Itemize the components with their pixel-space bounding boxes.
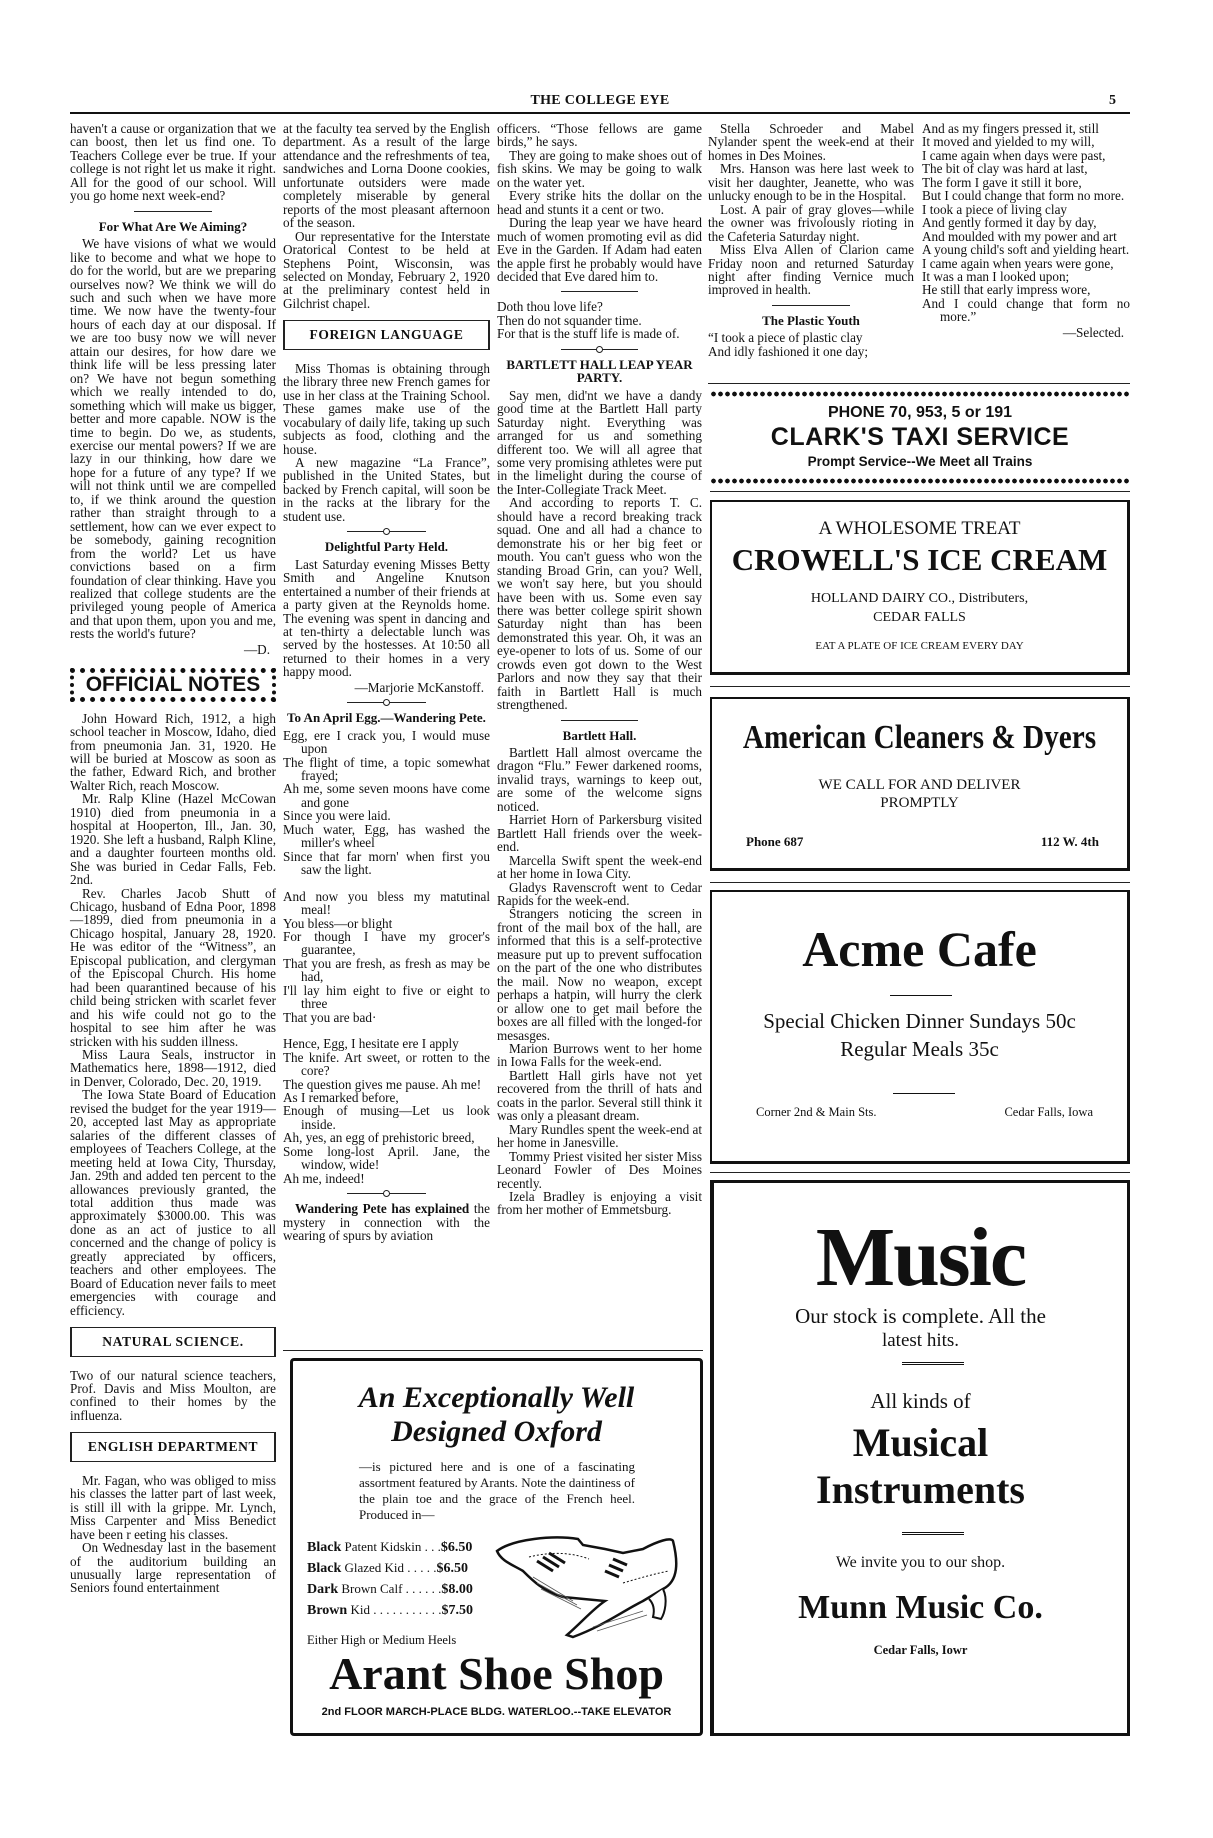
poem-line: Since you were laid. [283,808,391,824]
article-paragraph: Harriet Horn of Parkersburg visited Bartlett Hall friends over the week-end. [497,812,702,855]
leather-color: Brown [307,1603,348,1618]
section-header-ornate: OFFICIAL NOTES [70,668,276,701]
article-headline: The Plastic Youth [762,312,860,328]
poem-line: Then do not squander time. [497,312,642,328]
article-paragraph: We have visions of what we would like to become and what we hope to do for the world, but are we preparing ourselves now? We think we will do such and such when we have more time. We now have the twenty-four hours of each day at our disposal. If we are too busy now we will never attain our desires, for how dare we think life will be less pressing later on? We have not begun something which we really intended to do, something which will make us bigger, better and more capable. NOW is the time to begin. Do we, as students, exercise our mental powers? If we are lazy in our thinking, how dare we hope for a future of any type? If we will not think until we are compelled to, if we think around the question rather than straight through to a settlement, how can we ever expect to be somebody, gaining recognition from the world? Let us have convictions based on a firm foundation of clear thinking. Have you realized that college students are the privileged young people of America and that upon them, upon you and me, rests the world's future? [70,236,276,642]
paragraph-text: the mystery in connection with the wearing of spurs by aviation [283,1201,490,1244]
crowell-city: CEDAR FALLS [873,610,966,625]
poem-line: I came again when days were past, [922,147,1106,163]
price-row [307,1602,473,1619]
article-paragraph: Gladys Ravenscroft went to Cedar Rapids for the week-end. [497,879,702,909]
taxi-phone: PHONE 70, 953, 5 or 191 [827,404,1013,421]
divider [890,995,952,996]
poem-line: And I could change that form no more.” [922,295,1130,325]
article-paragraph: Marcella Swift spent the week-end at her home in Iowa City. [497,852,702,882]
article-paragraph: Izela Bradley is enjoying a visit from her mother of Emmetsburg. [497,1188,702,1218]
article-headline: To An April Egg.—Wandering Pete. [287,710,486,726]
poem-line: It was a man I looked upon; [922,268,1070,284]
cleaners-phone: Phone 687 [746,834,804,849]
price: $7.50 [441,1603,473,1618]
article-paragraph: Our representative for the Interstate Oratorical Contest to be held at Stephens Point, Wisconsin, was selected on Monday, February 2, 1920 at the preliminary contest held in Gilchrist chapel. [283,228,490,311]
article-paragraph: Mr. Ralp Kline (Hazel McCowan 1910) died from pneumonia in a hospital at Hooperton, Ill., Jan. 30, 1920. She left a husband, Ralph Kline, and a daughter fourteen months old. She was buried in Cedar Falls, Feb. 2nd. [70,791,276,888]
divider [902,1532,964,1535]
poem-line: For that is the stuff life is made of. [497,326,680,342]
article-paragraph: Tommy Priest visited her sister Miss Leonard Fowler of Des Moines recently. [497,1148,702,1191]
article-paragraph: officers. “Those fellows are game birds,” he says. [497,121,702,150]
taxi-name: CLARK'S TAXI SERVICE [770,423,1070,451]
article-paragraph: Marion Burrows went to her home in Iowa Falls for the week-end. [497,1041,702,1070]
article-paragraph: at the faculty tea served by the English department. As a result of the large attendance and the refreshments of tea, sandwiches and Lorna Doone cookies, unfortunate outsiders were made completely miserable by general reports of the most pleasant afternoon of the season. [283,121,490,231]
music-stock: Our stock is complete. All the [795,1304,1046,1328]
divider [772,305,850,306]
poem-line: It moved and yielded to my will, [922,134,1095,150]
cleaners-service-line-1: WE CALL FOR AND DELIVER [818,777,1021,793]
cleaners-address: 112 W. 4th [1040,834,1099,849]
acme-city: Cedar Falls, Iowa [1004,1105,1093,1119]
article-paragraph: Last Saturday evening Misses Betty Smith and Angeline Knutson entertained a number of their friends at a party given at the Reynolds home. The evening was spent in dancing and at ten-thirty a delectable lunch was served by the hostesses. At 10:50 all returned to their homes in a very happy mood. [283,556,490,680]
music-hits: latest hits. [881,1330,960,1351]
acme-special: Special Chicken Dinner Sundays 50c [763,1009,1076,1033]
verse [708,331,914,358]
article-paragraph: Two of our natural science teachers, Prof. Davis and Miss Moulton, are confined to their homes by the influenza. [70,1367,276,1423]
poem-line: Hence, Egg, I hesitate ere I apply [283,1036,459,1052]
poem-line: I'll lay him eight to five or eight to three [283,982,490,1012]
oxford-shoe-illustration [493,1531,683,1641]
poem-line: And now you bless my matutinal meal! [283,888,490,918]
poem-line: Egg, ere I crack you, I would muse upon [283,727,490,757]
divider [710,686,1130,687]
shop-name: Arant Shoe Shop [329,1648,664,1699]
music-instruments-line-2: Instruments [816,1467,1025,1512]
music-invite: We invite you to our shop. [835,1554,1006,1571]
column-4 [708,122,914,360]
poem-line: The knife. Art sweet, or rotten to the core? [283,1049,490,1079]
article-headline: BARTLETT HALL LEAP YEAR PARTY. [506,356,693,386]
poem-line: And as my fingers pressed it, still [922,121,1099,136]
price-row [307,1560,468,1577]
article-paragraph: Miss Thomas is obtaining through the library three new French games for use in her class at the Training School. These games make use of the vocabulary of daily life, taking up such subjects as food, clothing and the house. [283,360,490,457]
poem-line: Ah, yes, an egg of prehistoric breed, [283,1130,475,1146]
article-paragraph: John Howard Rich, 1912, a high school teacher in Moscow, Idaho, died from pneumonia Jan. 31, 1920. He will be buried at Moscow as soon as the father, Edward Rich, and brother Walter Rich, reach Moscow. [70,710,276,793]
article-headline: Bartlett Hall. [562,727,637,743]
acme-regular: Regular Meals 35c [840,1037,999,1061]
article-paragraph: And according to reports T. C. should have a record breaking track squad. One and all had a chance to demonstrate his or her big feet or mouth. You can't guess who won the standing Broad Grin, can you? Well, we won't say here, but you should have been with us. Some even say there was better college spirit shown Saturday night than has been demonstrated this year. Oh, it was an eye-opener to lots of us. Some of our crowds even got down to the West Parlors and now they say that their faith in Bartlett Hall is much strengthened. [497,495,702,713]
leather-type: Patent Kidskin . . . [344,1539,441,1554]
poem-line: The question gives me pause. Ah me! [283,1076,482,1092]
lead-in: Wandering Pete has explained [295,1201,470,1217]
article-paragraph: Bartlett Hall girls have not yet recovered from the thrill of hats and coats in the parlor. Several still think it was only a pleasant dream. [497,1067,702,1124]
article-paragraph: Every strike hits the dollar on the head and stunts it a cent or two. [497,188,702,217]
byline: —Selected. [1062,324,1124,340]
crowell-ice-cream-ad [710,500,1130,675]
byline: —Marjorie McKanstoff. [354,679,484,695]
crowell-slogan: EAT A PLATE OF ICE CREAM EVERY DAY [815,640,1024,652]
divider [710,1172,1130,1173]
poem-line: Since that far morn' when first you saw the light. [283,848,490,878]
page-number: 5 [1109,93,1116,108]
poem-line: A young child's soft and yielding heart. [922,242,1130,258]
poem-line: That you are bad· [283,1009,377,1025]
oxford-headline-1: An Exceptionally Well [358,1381,635,1414]
cleaners-name: American Cleaners & Dyers [742,719,1097,756]
price-row [307,1581,473,1598]
section-header: NATURAL SCIENCE. [70,1327,276,1356]
poem-line: But I could change that form no more. [922,188,1125,204]
article-paragraph: The Iowa State Board of Education revised the budget for the year 1919—20, accepted last May as appropriate salaries of the different classes of employees of Teachers College, at the meeting held at Iowa City, Thursday, Jan. 29th and added ten percent to the allowances previously granted, the total addition thus made was approximately $3000.00. This was done as an act of justice to all concerned and the change of policy is greatly appreciated by officers, teachers and other employees. The Board of Education never fails to meet emergencies with courage and efficiency. [70,1087,276,1318]
article-paragraph: Miss Laura Seals, instructor in Mathematics here, 1898—1912, died in Denver, Colorado, Dec. 20, 1919. [70,1047,276,1089]
divider [134,211,212,212]
crowell-name: CROWELL'S ICE CREAM [731,542,1108,577]
poem-line: Some long-lost April. Jane, the window, wide! [283,1143,490,1173]
poem-line: Enough of musing—Let us look inside. [283,1103,490,1132]
article-paragraph: Say men, did'nt we have a dandy good time at the Bartlett Hall party Saturday night. Everything was arranged for us and something different too. We will all agree that some very promising athletes were put in the limelight during the course of the Inter-Collegiate Track Meet. [497,387,702,497]
leather-type: Glazed Kid . . . . . [344,1560,437,1575]
music-instruments-line-1: Musical [852,1420,989,1465]
article-paragraph [283,1202,490,1242]
munn-music-ad [710,1180,1130,1736]
poem-line: That you are fresh, as fresh as may be had, [283,955,490,985]
music-title: Music [815,1211,1026,1304]
divider [561,291,639,292]
acme-cafe-ad [710,890,1130,1164]
column-2 [283,122,490,1243]
article-headline: For What Are We Aiming? [98,218,248,234]
poem-line: I came again when years were gone, [922,255,1114,271]
article-paragraph: Stella Schroeder and Mabel Nylander spent the week-end at their homes in Des Moines. [708,121,914,163]
oxford-heels: Either High or Medium Heels [307,1633,457,1647]
divider [347,702,426,703]
acme-name: Acme Cafe [802,921,1037,977]
taxi-ad [710,398,1130,478]
american-cleaners-ad [710,697,1130,871]
column-5 [922,122,1130,345]
divider [893,1093,955,1094]
music-city: Cedar Falls, Iowr [873,1643,968,1657]
leather-type: Brown Calf . . . . . . [341,1581,442,1596]
poem-line: “I took a piece of plastic clay [708,330,863,346]
article-paragraph: They are going to make shoes out of fish skins. We may be going to walk on the water yet. [497,147,702,190]
divider [283,1350,703,1351]
stanza-break [283,877,490,890]
newspaper-title: THE COLLEGE EYE [530,93,670,108]
oxford-headline-2: Designed Oxford [391,1415,602,1448]
poem-line: He still that early impress wore, [922,282,1091,298]
ornament-border [710,478,1130,484]
music-kinds: All kinds of [870,1389,971,1413]
music-company: Munn Music Co. [798,1589,1043,1626]
poem-line: The form I gave it still it bore, [922,174,1082,190]
poem-line: You bless—or blight [283,915,393,931]
poem-line: Ah me, indeed! [283,1170,365,1186]
price-row [307,1539,472,1556]
leather-color: Black [307,1540,342,1555]
poem-line: And moulded with my power and art [922,228,1117,244]
divider [347,1193,426,1194]
article-headline: Delightful Party Held. [324,539,449,555]
crowell-pre: A WHOLESOME TREAT [818,518,1021,539]
column-1 [70,122,276,1595]
article-paragraph: Bartlett Hall almost overcame the dragon “Flu.” Fewer darkened rooms, invalid trays, warnings to keep out, are some of the welcome signs noticed. [497,745,702,814]
shop-address: 2nd FLOOR MARCH-PLACE BLDG. WATERLOO.--TAKE ELEVATOR [321,1706,672,1718]
divider [902,1362,964,1365]
poem-line: Doth thou love life? [497,299,603,315]
price: $6.50 [436,1561,469,1576]
poem-line: The flight of time, a topic somewhat frayed; [283,754,490,784]
article-paragraph: Mary Rundles spent the week-end at her home in Janesville. [497,1121,702,1151]
article-paragraph: During the leap year we have heard much of women promoting evil as did Eve in the Garden. If Adam had eaten the apple first he probably would have decided that Eve dared him to. [497,215,702,284]
article-paragraph: A new magazine “La France”, published in the United States, but backed by French capital, will soon be in the racks at the library for the student use. [283,454,490,524]
verse [497,300,702,340]
column-3 [497,122,702,1217]
poem-line: I took a piece of living clay [922,201,1068,217]
poem-line: Ah me, some seven moons have come and gone [283,781,490,810]
taxi-tagline: Prompt Service--We Meet all Trains [807,454,1033,469]
masthead [70,93,1130,114]
oxford-body: —is pictured here and is one of a fascinating assortment featured by Arants. Note the daintiness of the plain toe and the grace of the French heel. Produced in— [359,1459,635,1522]
section-header: FOREIGN LANGUAGE [283,320,490,349]
divider [561,349,639,350]
arant-shoe-ad [290,1358,703,1736]
cleaners-service-line-2: PROMPTLY [880,795,959,811]
crowell-distributor: HOLLAND DAIRY CO., Distributers, [810,591,1029,606]
divider [561,720,639,721]
poem [922,122,1130,324]
poem [283,729,490,1186]
article-paragraph: Rev. Charles Jacob Shutt of Chicago, husband of Edna Poor, 1898—1899, died from pneumonia in a Chicago hospital, January 28, 1920. He was editor of the “Witness”, an Episcopal publication, and clergyman of the Episcopal Church. His home had been quarantined because of his child being stricken with scarlet fever and his wife could not go to the hospital to see him after he was stricken with his sudden illness. [70,885,276,1049]
article-paragraph: Miss Elva Allen of Clarion came Friday noon and returned Saturday night after finding Vernice much improved in health. [708,242,914,298]
poem-line: As I remarked before, [283,1090,399,1105]
price: $6.50 [440,1540,473,1555]
leather-color: Dark [307,1582,339,1597]
ornament-border [710,391,1130,397]
article-paragraph: Lost. A pair of gray gloves—while the owner was frivolously rioting in the Cafeteria Saturday night. [708,201,914,244]
divider [347,531,426,532]
leather-color: Black [307,1561,342,1576]
article-paragraph: On Wednesday last in the basement of the auditorium building an unusually large representation of Seniors found entertainment [70,1540,276,1596]
poem-line: And idly fashioned it one day; [708,343,869,359]
byline: —D. [243,641,270,657]
poem-line: The bit of clay was hard at last, [922,161,1088,177]
article-paragraph: Mr. Fagan, who was obliged to miss his classes the latter part of last week, is still ill with la grippe. Mr. Lynch, Miss Carpenter and Miss Benedict have been r eeting his classes. [70,1472,276,1542]
poem-line: Much water, Egg, has washed the miller's wheel [283,821,490,851]
price: $8.00 [441,1582,473,1597]
article-paragraph: haven't a cause or organization that we can boost, then let us find one. To Teachers College ever be true. If your college is not right let us make it right. All for the good of our school. Will you go home next week-end? [70,121,276,204]
article-paragraph: Mrs. Hanson was here last week to visit her daughter, Jeanette, who was unlucky enough to be in the Hospital. [708,161,914,204]
divider [710,882,1130,883]
divider [710,491,1130,492]
article-paragraph: Strangers noticing the screen in front of the mail box of the hall, are informed that this is a self-protective measure put up to prevent suffocation on the part of the one who distributes the mail. Now no weapon, except perhaps a hatpin, will hurry the clerk or allow one to get mail before the boxes are all filled with the longed-for mesasges. [497,906,702,1043]
poem-line: And gently formed it day by day, [922,215,1097,231]
section-header: ENGLISH DEPARTMENT [70,1432,276,1461]
acme-corner: Corner 2nd & Main Sts. [756,1105,877,1119]
divider [708,383,1130,384]
poem-line: For though I have my grocer's guarantee, [283,929,490,958]
leather-type: Kid . . . . . . . . . . . [350,1602,442,1617]
